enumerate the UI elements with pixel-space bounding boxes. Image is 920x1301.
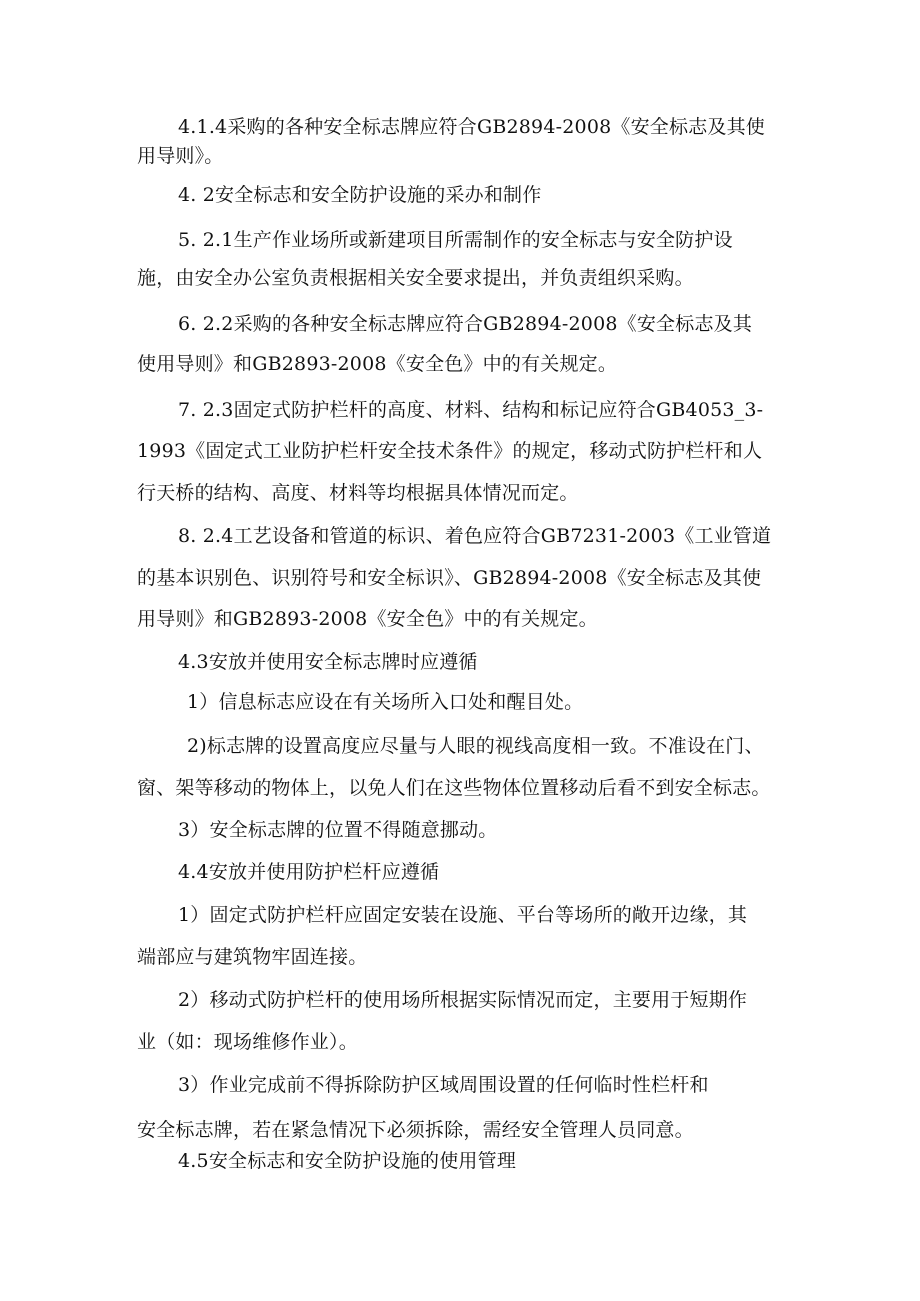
section-heading: 4.5安全标志和安全防护设施的使用管理 bbox=[178, 1150, 517, 1172]
text-line: 的基本识别色、识别符号和安全标识》、GB2894-2008《安全标志及其使 bbox=[137, 567, 762, 589]
text-line: 业（如：现场维修作业）。 bbox=[137, 1031, 358, 1053]
text-line: 使用导则》和GB2893-2008《安全色》中的有关规定。 bbox=[137, 353, 618, 375]
text-line: 5. 2.1生产作业场所或新建项目所需制作的安全标志与安全防护设 bbox=[178, 229, 733, 251]
list-item: 1）固定式防护栏杆应固定安装在设施、平台等场所的敞开边缘，其 bbox=[178, 904, 748, 926]
text-line: 施，由安全办公室负责根据相关安全要求提出，并负责组织采购。 bbox=[137, 267, 694, 289]
section-heading: 4.4安放并使用防护栏杆应遵循 bbox=[178, 861, 440, 883]
text-line: 7. 2.3固定式防护栏杆的高度、材料、结构和标记应符合GB4053_3- bbox=[178, 399, 764, 421]
list-item: 3）作业完成前不得拆除防护区域周围设置的任何临时性栏杆和 bbox=[178, 1074, 709, 1096]
text-line: 8. 2.4工艺设备和管道的标识、着色应符合GB7231-2003《工业管道 bbox=[178, 525, 772, 547]
text-line: 窗、架等移动的物体上，以免人们在这些物体位置移动后看不到安全标志。 bbox=[137, 777, 771, 799]
text-line: 端部应与建筑物牢固连接。 bbox=[137, 946, 368, 968]
text-line: 行天桥的结构、高度、材料等均根据具体情况而定。 bbox=[137, 482, 579, 504]
list-item: 2)标志牌的设置高度应尽量与人眼的视线高度相一致。不准设在门、 bbox=[187, 735, 764, 757]
text-line: 用导则》。 bbox=[137, 145, 224, 167]
text-line: 用导则》和GB2893-2008《安全色》中的有关规定。 bbox=[137, 608, 598, 630]
section-heading: 4. 2安全标志和安全防护设施的采办和制作 bbox=[178, 184, 542, 206]
text-line: 6. 2.2采购的各种安全标志牌应符合GB2894-2008《安全标志及其 bbox=[178, 313, 753, 335]
list-item: 1）信息标志应设在有关场所入口处和醒目处。 bbox=[187, 691, 584, 713]
text-line: 4.1.4采购的各种安全标志牌应符合GB2894-2008《安全标志及其使 bbox=[178, 116, 766, 138]
text-line: 1993《固定式工业防护栏杆安全技术条件》的规定，移动式防护栏杆和人 bbox=[137, 440, 763, 462]
section-heading: 4.3安放并使用安全标志牌时应遵循 bbox=[178, 651, 478, 673]
list-item: 3）安全标志牌的位置不得随意挪动。 bbox=[178, 819, 498, 841]
text-line: 安全标志牌，若在紧急情况下必须拆除，需经安全管理人员同意。 bbox=[137, 1119, 694, 1141]
list-item: 2）移动式防护栏杆的使用场所根据实际情况而定，主要用于短期作 bbox=[178, 989, 748, 1011]
